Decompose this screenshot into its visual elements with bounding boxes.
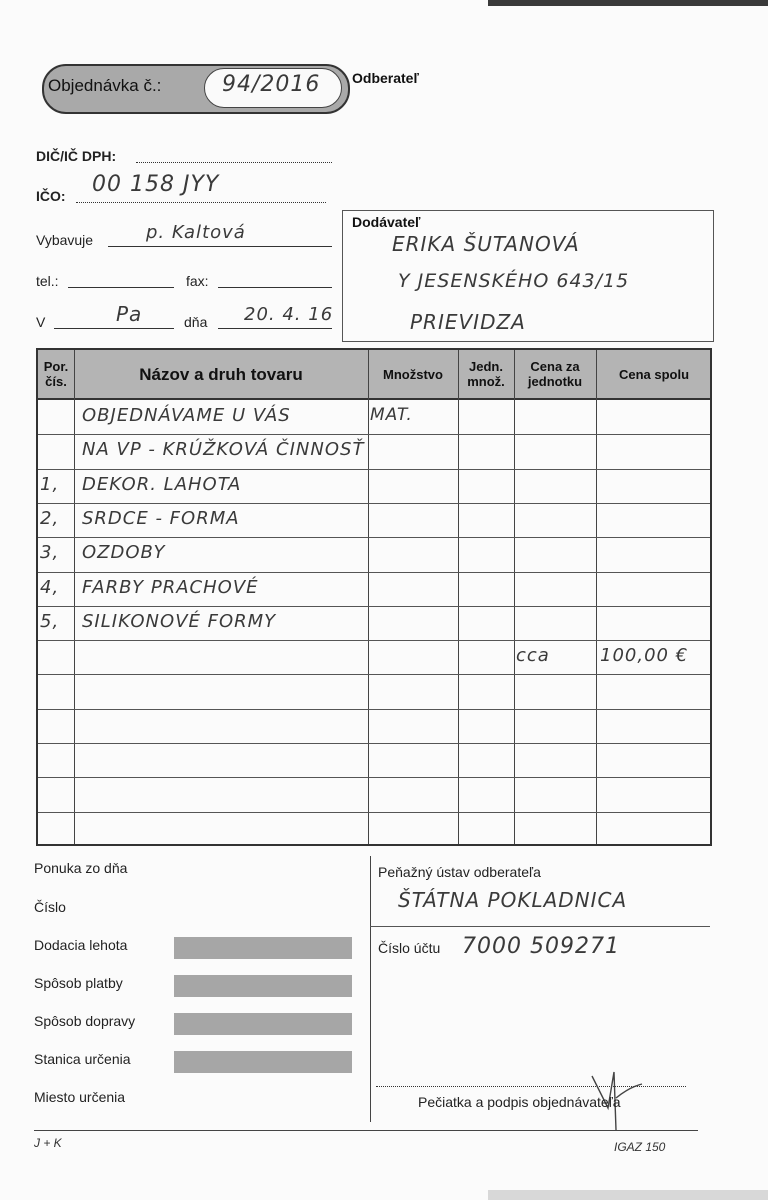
supplier-name: ERIKA ŠUTANOVÁ	[392, 232, 580, 256]
table-cell-qty: MAT.	[370, 405, 413, 425]
table-cell-name: OBJEDNÁVAME U VÁS	[82, 405, 291, 426]
table-cell-num: 1,	[40, 473, 60, 495]
date-value: 20. 4. 16	[244, 304, 334, 325]
number-label: Číslo	[34, 899, 66, 915]
handled-by-label: Vybavuje	[36, 232, 94, 248]
vat-field	[136, 162, 332, 163]
station-field	[174, 1051, 352, 1073]
payment-label: Spôsob platby	[34, 975, 123, 991]
station-label: Stanica určenia	[34, 1051, 131, 1067]
bank-divider	[370, 926, 710, 927]
table-row-divider	[38, 812, 710, 813]
bank-label: Peňažný ústav odberateľa	[378, 864, 541, 880]
table-row-divider	[38, 709, 710, 710]
transport-label: Spôsob dopravy	[34, 1013, 136, 1029]
table-row-divider	[38, 640, 710, 641]
table-row-divider	[38, 469, 710, 470]
transport-field	[174, 1013, 352, 1035]
table-cell-num: 2,	[40, 507, 60, 529]
footer-rule	[34, 1130, 698, 1131]
table-cell-unit-price: cca	[516, 645, 550, 667]
print-mark: J + K	[34, 1136, 62, 1150]
table-row-divider	[38, 777, 710, 778]
tel-label: tel.:	[36, 273, 59, 289]
bottom-divider	[370, 856, 371, 1122]
table-row-divider	[38, 606, 710, 607]
offer-label: Ponuka zo dňa	[34, 860, 128, 876]
order-number: 94/2016	[222, 72, 321, 97]
table-row-divider	[38, 572, 710, 573]
table-cell-name: DEKOR. LAHOTA	[82, 473, 242, 495]
supplier-city: PRIEVIDZA	[410, 310, 526, 334]
table-cell-num: 4,	[40, 576, 60, 598]
vat-label: DIČ/IČ DPH:	[36, 148, 117, 164]
header-qty: Množstvo	[383, 366, 443, 382]
bank-value: ŠTÁTNA POKLADNICA	[398, 888, 628, 912]
place-field	[54, 328, 174, 329]
form-code: IGAZ 150	[614, 1140, 666, 1154]
supplier-label: Dodávateľ	[352, 214, 421, 230]
scan-edge-bottom	[488, 1190, 768, 1200]
delivery-time-label: Dodacia lehota	[34, 937, 128, 953]
items-table	[36, 348, 712, 846]
header-unit: Jedn. množ.	[467, 359, 505, 389]
customer-label: Odberateľ	[352, 70, 419, 86]
account-value: 7000 509271	[462, 934, 620, 959]
table-cell-name: NA VP - KRÚŽKOVÁ ČINNOSŤ	[82, 439, 365, 461]
header-unit-price: Cena za jednotku	[527, 359, 583, 389]
destination-label: Miesto určenia	[34, 1089, 126, 1105]
ico-value: 00 158 JYY	[92, 172, 220, 197]
payment-field	[174, 975, 352, 997]
table-row-divider	[38, 503, 710, 504]
header-total: Cena spolu	[618, 366, 690, 382]
header-num: Por. čís.	[43, 359, 69, 389]
delivery-time-field	[174, 937, 352, 959]
place-label: V	[36, 314, 46, 330]
header-name: Názov a druh tovaru	[139, 364, 303, 384]
ico-field	[76, 202, 326, 203]
date-field	[218, 328, 332, 329]
handled-by-field	[108, 246, 332, 247]
date-label: dňa	[184, 314, 208, 330]
place-value: Pa	[116, 302, 143, 326]
fax-field	[218, 287, 332, 288]
table-cell-total: 100,00 €	[600, 645, 689, 667]
supplier-street: Y JESENSKÉHO 643/15	[398, 270, 630, 292]
table-cell-num: 5,	[40, 610, 60, 632]
account-label: Číslo účtu	[378, 940, 441, 956]
fax-label: fax:	[186, 273, 209, 289]
table-row-divider	[38, 537, 710, 538]
tel-field	[68, 287, 174, 288]
scan-edge	[488, 0, 768, 6]
table-cell-name: SRDCE - FORMA	[82, 507, 240, 529]
table-cell-name: SILIKONOVÉ FORMY	[82, 610, 277, 632]
table-cell-name: FARBY PRACHOVÉ	[82, 576, 259, 598]
ico-label: IČO:	[36, 188, 66, 204]
table-cell-name: OZDOBY	[82, 542, 166, 564]
table-cell-num: 3,	[40, 542, 60, 564]
table-row-divider	[38, 434, 710, 435]
table-row-divider	[38, 743, 710, 744]
stamp-label: Pečiatka a podpis objednávateľa	[418, 1094, 621, 1110]
order-label: Objednávka č.:	[48, 76, 162, 95]
handled-by-value: p. Kaltová	[146, 222, 246, 243]
table-row-divider	[38, 674, 710, 675]
